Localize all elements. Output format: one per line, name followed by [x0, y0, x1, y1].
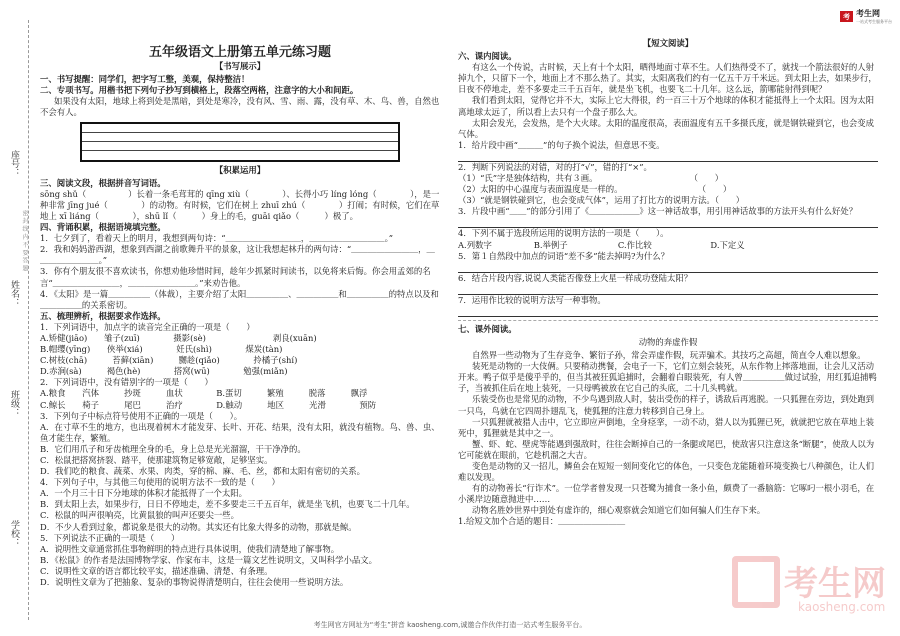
choice-q5-b: B．《松鼠》的作者是法国博物学家、作家布丰，这是一篇文艺性说明文，又叫科学小品文。 — [40, 554, 377, 565]
section-5: 五、梳理辨析，根据要求作选择。 — [40, 310, 166, 321]
story-title: 动物的奔虚作假 — [638, 336, 698, 347]
left-column — [40, 12, 440, 588]
choice-q3-d: D．我们吃的粮食、蔬菜、水果、肉类，穿的棉、麻、毛、丝，都和太阳有密切的关系。 — [40, 466, 365, 477]
apply-header: 【积累运用】 — [214, 164, 266, 175]
writing-header: 【书写展示】 — [214, 61, 266, 72]
reading-header: 【短文阅读】 — [642, 38, 694, 48]
story-para-8: 动物名胜妙世界中到处有虚诈的，细心观察就会知道它们如何骗人们生存下来。 — [472, 505, 766, 516]
choice-q1: 1．下列词语中，加点字的读音完全正确的一项是（ ） — [40, 321, 255, 332]
section-1: 一、书写提醒：同学们，把字写工整，美观，保持整洁！ — [40, 74, 250, 85]
choice-q5: 5．下列说法不正确的一项是（ ） — [40, 532, 180, 543]
choice-q4: 4．下列句子中，与其他三句使用的说明方法不一致的是（ ） — [40, 477, 280, 488]
brand-sub: 一站式考生服务平台 — [856, 19, 892, 24]
margin-label-seat: 座号： — [9, 150, 19, 177]
story-para-6: 变色是动物的又一招儿，鳞鱼会在短短一刻间变化它的体色，一只变色龙能随着环境变换七八种颜色，让人们难以发现。 — [458, 461, 874, 483]
choice-q3-b: B．它们用爪子和牙齿梳理全身的毛，身上总是光光溜溜，干干净净的。 — [40, 443, 306, 454]
choice-q2-cd: C.鲸长 椅子 尾巴 治疗 D.触动 地区 光滑 预防 — [40, 399, 377, 410]
choice-q4-a: A．一个月三十日下分地球的体积才能抵得了一个太阳。 — [40, 488, 248, 499]
brand-logo-icon: 考 — [840, 11, 853, 22]
watermark-cn: 考生网 — [784, 564, 886, 604]
reading-q2-2: （2）太阳的中心温度与表面温度是一样的。 （ ） — [458, 184, 732, 195]
section-4: 四、背诵积累，根据语境填完整。 — [40, 222, 166, 233]
choice-q3-a: A．在寸草不生的地方，也出现着树木才能发芽、长叶、开花、结果，没有太阳，就没有植物。鸟、兽、虫、鱼才能生存，繁殖。 — [40, 421, 440, 443]
recite-q1: 1．七夕到了，看着天上的明月，我想到两句诗：“＿＿＿＿＿＿＿＿＿，＿＿＿＿＿＿＿＿＿。” — [40, 233, 394, 244]
watermark-en: kaosheng.com — [798, 600, 886, 614]
binding-margin — [0, 0, 36, 636]
section-7: 七、课外阅读。 — [458, 323, 517, 334]
reading-q7: 7．运用作比较的说明方法写一种事物。 — [458, 294, 606, 305]
story-para-7: 有的动物善长“行诈术”。一位学者曾发现一只苍鹭为捕食一条小鱼，颇费了一番脑筋：它啄叼一根小羽毛，在小溪岸边随意抛进中…… — [458, 483, 875, 505]
watermark-logo — [728, 552, 888, 622]
reading-q4-options: A.列数字 B.举例子 C.作比较 D.下定义 — [458, 239, 745, 250]
recite-q2: 2．我和妈妈游西湖，想象到西湖之前歌舞升平的景象，这让我想起林升的两句诗：“＿＿＿＿＿＿＿＿，＿＿＿＿＿＿＿＿。” — [40, 244, 435, 266]
reading-para-3: 太阳会发光，会发热，是个大火球。太阳的温度很高，表面温度有五千多摄氏度，就是钢铁碰到它，也会变成气体。 — [458, 117, 874, 139]
reading-q6: 6．结合片段内容,说说人类能否像登上火星一样成功登陆太阳？ — [458, 272, 693, 283]
choice-q3: 3．下列句子中标点符号使用不正确的一项是（ ）。 — [40, 410, 243, 421]
choice-q1-b: B.帽缨(yīng) 俠举(xiá) 妊氏(shì) 煤炭(tàn) — [40, 344, 283, 355]
answer-line[interactable] — [458, 217, 878, 228]
writing-grid[interactable] — [80, 122, 400, 162]
right-column — [458, 12, 878, 528]
divider — [458, 320, 878, 321]
pinyin-passage: sōng shǔ（ ）长着一条毛茸茸的 qīng xiù（ ）、长得小巧 líng lóng（ ），是一种非常 jīng jué（ ）的动物。有时候，它们在树上 zhuī zhú（ ）打闹；有时候，它们在草地上 xī liáng（ ），shū lǐ（ ）身上的毛，guāi qiǎo（ ）极了。 — [40, 188, 440, 221]
page-title: 五年级语文上册第五单元练习题 — [148, 45, 331, 60]
reading-q4: 4．下列不属于选段所运用的说明方法的一项是（ ）。 — [458, 228, 669, 239]
margin-label-school: 学校： — [9, 520, 19, 547]
choice-q4-d: D．不少人看到过象，都说象是很大的动物。其实还有比象大得多的动物，那就是鲸。 — [40, 521, 357, 532]
story-para-4: 一只狐狸就被猎人击中，它立即应声倒地，全身痉挛，一动不动，猎人以为狐狸已死，就就把它放在草地上装死中，狐狸就是其中之一。 — [458, 416, 874, 438]
choice-q2-ab: A.粮食 汽体 抄斑 血状 B.蛋切 繁殖 脱落 飘浮 — [40, 388, 368, 399]
reading-q2-1: （1）“氏”字是独体结构，共有３画。 （ ） — [458, 173, 724, 184]
reading-q1: 1．给片段中画“＿＿＿”的句子换个说法，但意思不变。 — [458, 139, 665, 150]
answer-line[interactable] — [458, 262, 878, 273]
recite-q4: 4．《太阳》是一篇＿＿＿＿＿（体裁），主要介绍了太阳＿＿＿＿＿、＿＿＿＿＿和＿＿＿＿＿的特点以及和＿＿＿＿＿的关系密切。 — [40, 288, 439, 310]
story-q1: 1.给短文加个合适的题目：＿＿＿＿＿＿＿＿ — [458, 516, 626, 527]
watermark-mark-icon — [732, 556, 780, 608]
reading-q2: 2．判断下列说法的对错，对的打“√”，错的打“×”。 — [458, 161, 652, 172]
choice-q5-d: D．说明性文章为了把抽象、复杂的事物说得清楚明白，往往会使用一些说明方法。 — [40, 577, 349, 588]
reading-para-1: 有这么一个传说，古时候，天上有十个太阳，晒得地面寸草不生。人们热得受不了，就找一个箭法很好的人射掉九个，只留下一个，地面上才不那么热了。其实，太阳离我们约有一亿五千万千米远。到太阳上去，如果步行，日夜不停地走，差不多要走三千五百年，就是坐飞机，也要飞二十几年。这么远，箭哪能射得到呢？ — [458, 62, 877, 95]
choice-q1-c: C.树枝(chā) 苔藓(xiān) 嬲趁(qiǎo) 拎橘子(shí) — [40, 355, 298, 366]
margin-seal-text: 密 封 线 内 不 要 答 题 — [21, 210, 28, 272]
reading-q2-3: （3）“就是钢铁碰到它，也会变成气体”，运用了打比方的说明方法。（ ） — [458, 195, 745, 206]
reading-q5: 5．第１自然段中加点的词语“差不多”能去掉吗?为什么？ — [458, 250, 670, 261]
choice-q4-c: C．松鼠的叫声很响亮，比黄鼠狼的叫声还要尖一些。 — [40, 510, 240, 521]
recite-q3: 3．你有个朋友很不喜欢读书，你想劝他珍惜时间，趁年少抓紧时间读书，以免将来后悔。你会用孟郊的名言“＿＿＿＿＿＿＿＿，＿＿＿＿＿＿＿＿。”来劝告他。 — [40, 266, 431, 288]
reading-q3: 3．片段中画“＿＿”的部分引用了《＿＿＿＿＿＿》这一神话故事，用引用神话故事的方法开头有什么好处？ — [458, 206, 858, 217]
answer-line[interactable] — [458, 284, 878, 295]
section-3: 三、阅读文段，根据拼音写词语。 — [40, 177, 166, 188]
choice-q5-a: A．说明性文章通常抓住事物鲜明的特点进行具体说明，使我们清楚地了解事物。 — [40, 543, 340, 554]
story-para-2: 装死是动物的一大伎俩。只要稍动携餐，会电子一下，它们立刻会装死，从东作物上摔落地面，让会儿又活动开来。鸭子似乎是傻乎乎的，但当其被狂狐追捕时，会翻着白眼装死，有人曾＿＿＿＿＿做过试验，用红狐追捕鸭子，当被抓住后在地上装死，一只母鸭被放在它自己的头底，二十几头鸭就。 — [458, 361, 877, 394]
choice-q2: 2．下列词语中，没有错别字的一项是（ ） — [40, 377, 213, 388]
answer-line[interactable] — [458, 306, 878, 317]
choice-q1-a: A.矫健(jiāo) 雏子(zuī) 摄影(sè) 剥良(xuān) — [40, 332, 317, 343]
section-6: 六、课内阅读。 — [458, 51, 517, 62]
section-2: 二、专项书写。用楷书把下列句子抄写到横格上，段落空两格，注意字的大小和间距。 — [40, 85, 359, 96]
page-footer: 考生网官方网址为“考生”拼音 kaosheng.com,诚邀合作伙伴打造一站式考生服务平台。 — [313, 621, 587, 629]
choice-q4-b: B．到太阳上去，如果步行，日日不停地走，差不多要走三千五百年，就是坐飞机，也要飞二十几年。 — [40, 499, 415, 510]
copy-passage: 如果没有太阳，地球上将到处是黑暗，到处是寒冷，没有风、雪、雨、露，没有草、木、鸟、兽，自然也不会有人。 — [40, 96, 440, 118]
story-para-3: 乐装受伤也是常见的动物，不少鸟遇到敌人时，装出受伤的样子，诱敌后再逃脱。一只狐狸在旁边，到处跑到一只鸟，鸟就在它四周扑翅乱飞，使狐狸的注意力转移到自己身上。 — [458, 394, 874, 416]
brand-name: 考生网 — [856, 8, 880, 18]
reading-para-2: 我们看到太阳，觉得它并不大，实际上它大得很，约一百三十万个地球的体积才能抵得上一个太阳。因为太阳离地球太远了，所以看上去只有一个盘子那么大。 — [458, 95, 874, 117]
margin-label-name: 姓名： — [9, 280, 19, 307]
answer-line[interactable] — [458, 151, 878, 162]
story-para-1: 自然界一些动物为了生存竞争、繁衍子孙，常会弄虚作假，玩弄骗术。其技巧之高超，简直令人难以想象。 — [472, 350, 866, 361]
seal-dashed-line — [28, 20, 29, 620]
choice-q3-c: C．松鼠把搭窝挤裂、踏平，使那建筑物足够宽敞，足够坚实。 — [40, 455, 273, 465]
story-para-5: 蟹、虾、蛇、壁虎等能遇到强敌时，往往会断掉自己的一条腿或尾巴，使敌害只注意这条“断腿”，使敌人以为它可能就在眼前，它趁机溜之大吉。 — [458, 438, 875, 460]
choice-q5-c: C．说明性文章的语言都比较平实，描述准确、清楚、有条理。 — [40, 565, 273, 576]
margin-label-class: 班级： — [9, 390, 19, 417]
choice-q1-d: D.赤涧(sà) 褐色(hè) 搭窝(wū) 勉强(miǎn) — [40, 366, 288, 377]
